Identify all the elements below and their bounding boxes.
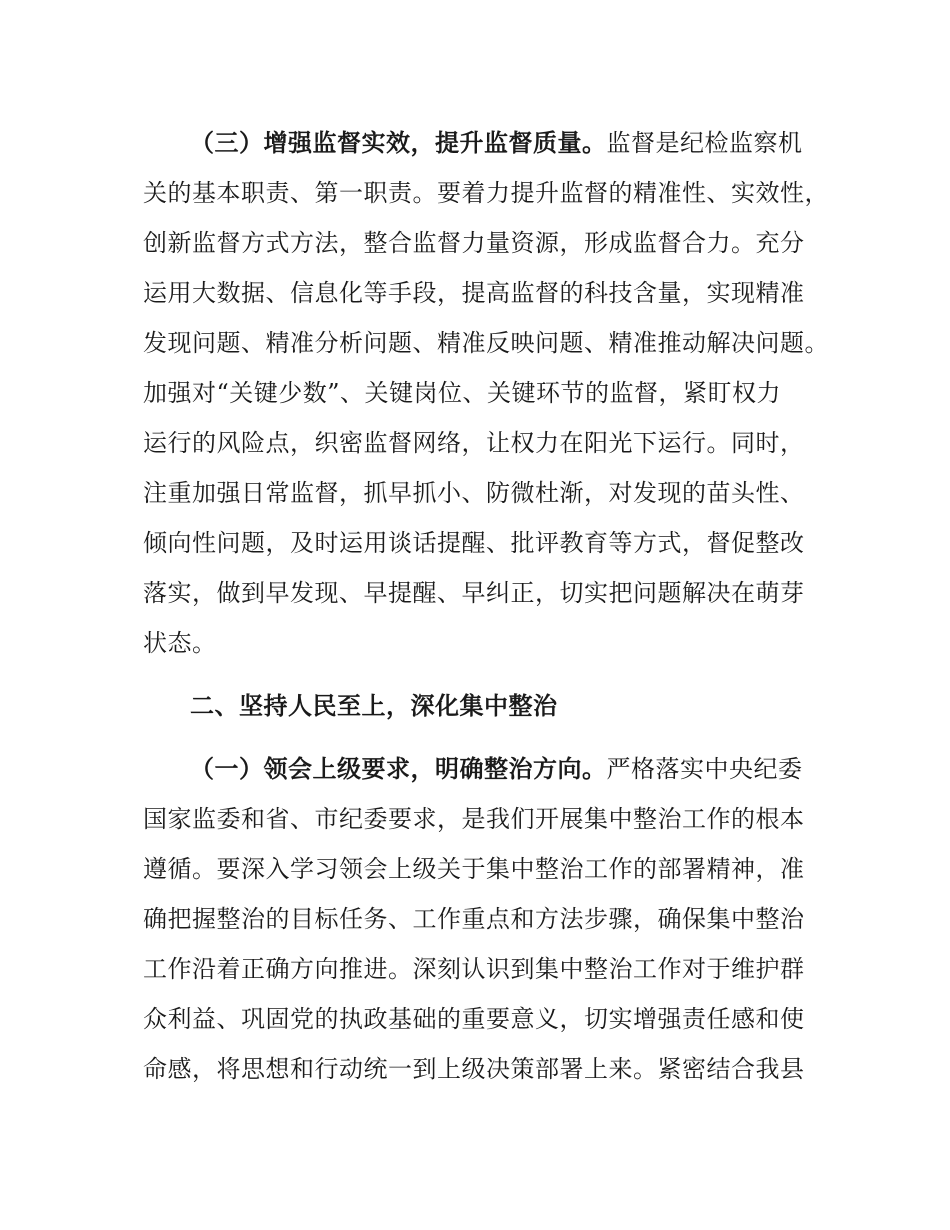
section-heading: （三）增强监督实效，提升监督质量。 — [190, 129, 607, 157]
paragraph-text: 监督是纪检监察机 — [606, 129, 803, 157]
section-heading: （一）领会上级要求，明确整治方向。 — [190, 755, 607, 783]
paragraph-line: 命感，将思想和行动统一到上级决策部署上来。紧密结合我县 — [143, 1055, 805, 1083]
paragraph-line: 发现问题、精准分析问题、精准反映问题、精准推动解决问题。 — [143, 329, 829, 357]
paragraph-line: 运行的风险点，织密监督网络，让权力在阳光下运行。同时， — [143, 429, 805, 457]
paragraph-line: 落实，做到早发现、早提醒、早纠正，切实把问题解决在萌芽 — [143, 579, 805, 607]
paragraph-line: 关的基本职责、第一职责。要着力提升监督的精准性、实效性， — [143, 179, 829, 207]
paragraph-line: 确把握整治的目标任务、工作重点和方法步骤，确保集中整治 — [143, 905, 805, 933]
paragraph-line — [190, 753, 803, 785]
paragraph-text: 严格落实中央纪委 — [606, 755, 803, 783]
paragraph-line: 国家监委和省、市纪委要求，是我们开展集中整治工作的根本 — [143, 805, 805, 833]
paragraph-line: 众利益、巩固党的执政基础的重要意义，切实增强责任感和使 — [143, 1005, 805, 1033]
paragraph-line — [190, 127, 803, 159]
paragraph-line: 创新监督方式方法，整合监督力量资源，形成监督合力。充分 — [143, 229, 805, 257]
paragraph-line: 工作沿着正确方向推进。深刻认识到集中整治工作对于维护群 — [143, 955, 805, 983]
paragraph-line: 运用大数据、信息化等手段，提高监督的科技含量，实现精准 — [143, 279, 805, 307]
paragraph-line: 加强对“关键少数”、关键岗位、关键环节的监督，紧盯权力 — [143, 379, 782, 407]
paragraph-line: 注重加强日常监督，抓早抓小、防微杜渐，对发现的苗头性、 — [143, 479, 805, 507]
paragraph-line: 遵循。要深入学习领会上级关于集中整治工作的部署精神，准 — [143, 855, 805, 883]
paragraph-line: 倾向性问题，及时运用谈话提醒、批评教育等方式，督促整改 — [143, 529, 805, 557]
part-title: 二、坚持人民至上，深化集中整治 — [190, 692, 558, 720]
paragraph-line: 状态。 — [143, 629, 217, 657]
